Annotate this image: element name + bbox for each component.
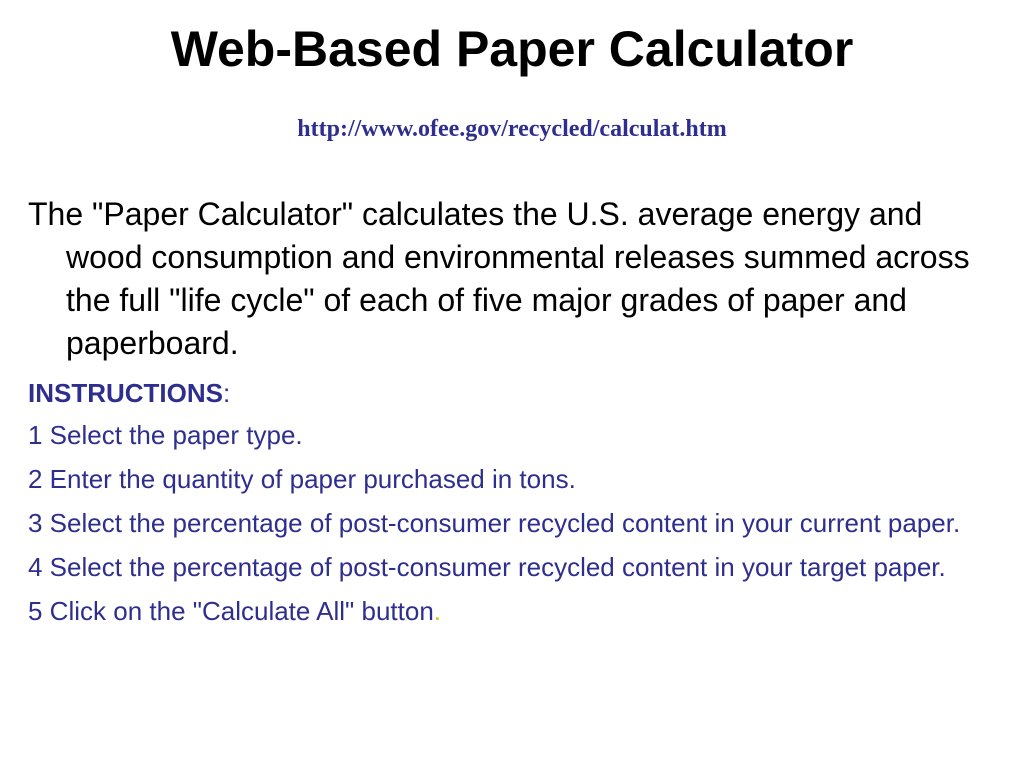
source-url: http://www.ofee.gov/recycled/calculat.htm xyxy=(297,116,727,142)
slide-body xyxy=(28,193,988,639)
instruction-step-5-text: 5 Click on the "Calculate All" button xyxy=(28,596,434,626)
instructions-label: INSTRUCTIONS xyxy=(28,378,223,408)
instruction-step-4: 4 Select the percentage of post-consumer recycled content in your target paper. xyxy=(28,552,946,582)
step-5-period: . xyxy=(433,596,442,626)
instruction-step-1: 1 Select the paper type. xyxy=(28,420,303,450)
instructions-heading xyxy=(28,377,988,409)
intro-paragraph: The "Paper Calculator" calculates the U.S. average energy and wood consumption and environmental releases summed across the full "life cycle" of each of five major grades of paper and paperboard. xyxy=(28,196,970,361)
instruction-step-3: 3 Select the percentage of post-consumer recycled content in your current paper. xyxy=(28,508,961,538)
slide-title: Web-Based Paper Calculator xyxy=(170,21,854,77)
instruction-step-5 xyxy=(28,595,988,627)
instruction-step-2: 2 Enter the quantity of paper purchased in tons. xyxy=(28,464,576,494)
instructions-colon: : xyxy=(223,378,231,408)
